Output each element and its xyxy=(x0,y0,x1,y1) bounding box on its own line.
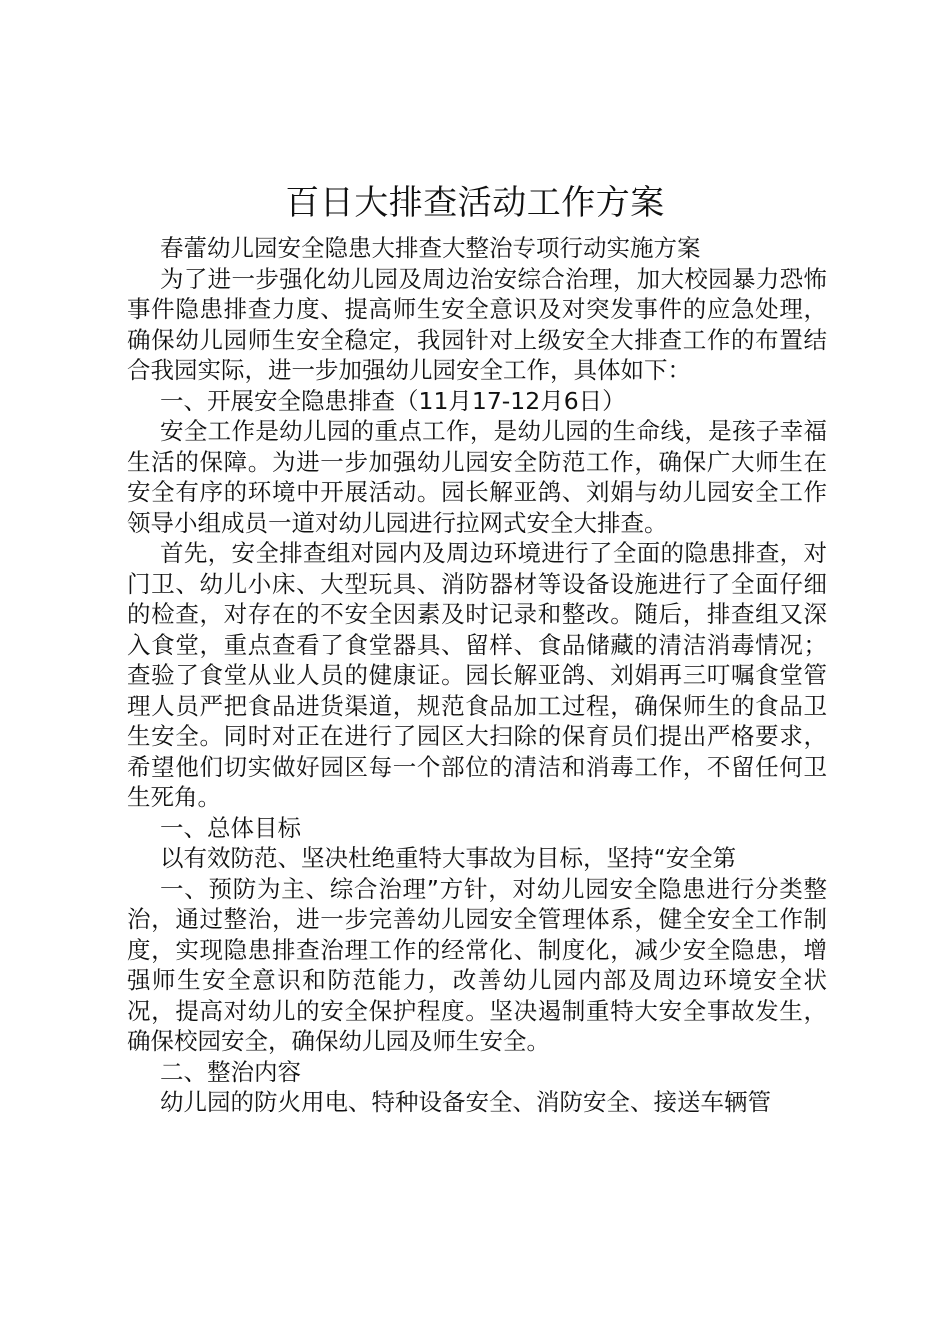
paragraph-subtitle: 春蕾幼儿园安全隐患大排查大整治专项行动实施方案 xyxy=(160,234,701,262)
section-heading: 二、整治内容 xyxy=(160,1057,301,1086)
paragraph: 幼儿园的防火用电、特种设备安全、消防安全、接送车辆管 xyxy=(160,1088,771,1116)
document-title: 百日大排查活动工作方案 xyxy=(285,183,665,223)
paragraph-intro: 为了进一步强化幼儿园及周边治安综合治理，加大校园暴力恐怖事件隐患排查力度、提高师生安全意识及对突发事件的应急处理，确保幼儿园师生安全稳定，我园针对上级安全大排查工作的布置结合我园实际，进一步加强幼儿园安全工作，具体如下： xyxy=(127,264,827,384)
section-heading: 一、开展安全隐患排查（11月17-12月6日） xyxy=(160,386,626,415)
paragraph: 首先，安全排查组对园内及周边环境进行了全面的隐患排查，对门卫、幼儿小床、大型玩具、消防器材等设备设施进行了全面仔细的检查，对存在的不安全因素及时记录和整改。随后，排查组又深入食堂，重点查看了食堂器具、留样、食品储藏的清洁消毒情况；查验了食堂从业人员的健康证。园长解亚鸽、刘娟再三叮嘱食堂管理人员严把食品进货渠道，规范食品加工过程，确保师生的食品卫生安全。同时对正在进行了园区大扫除的保育员们提出严格要求，希望他们切实做好园区每一个部位的清洁和消毒工作，不留任何卫生死角。 xyxy=(127,539,827,811)
document-body xyxy=(127,233,827,1118)
section-heading: 一、总体目标 xyxy=(160,813,301,842)
paragraph: 以有效防范、坚决杜绝重特大事故为目标，坚持“安全第 xyxy=(160,844,737,872)
paragraph: 安全工作是幼儿园的重点工作，是幼儿园的生命线，是孩子幸福生活的保障。为进一步加强幼儿园安全防范工作，确保广大师生在安全有序的环境中开展活动。园长解亚鸽、刘娟与幼儿园安全工作领导小组成员一道对幼儿园进行拉网式安全大排查。 xyxy=(127,417,827,537)
paragraph: 一、预防为主、综合治理”方针，对幼儿园安全隐患进行分类整治，通过整治，进一步完善幼儿园安全管理体系，健全安全工作制度，实现隐患排查治理工作的经常化、制度化，减少安全隐患，增强师生安全意识和防范能力，改善幼儿园内部及周边环境安全状况，提高对幼儿的安全保护程度。坚决遏制重特大安全事故发生，确保校园安全，确保幼儿园及师生安全。 xyxy=(127,874,827,1055)
